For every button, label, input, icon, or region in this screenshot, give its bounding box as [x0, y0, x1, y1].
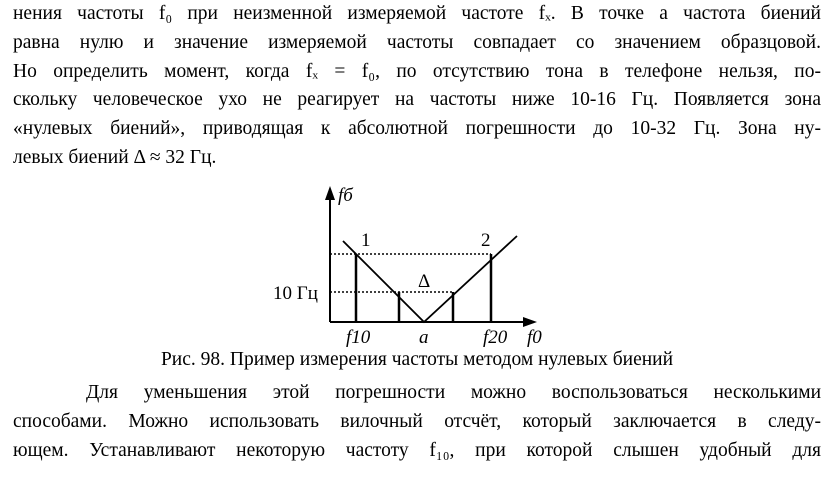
paragraph-2	[13, 379, 821, 465]
text-line: левых биений Δ ≈ 32 Гц.	[13, 146, 217, 168]
delta-label: Δ	[418, 271, 431, 292]
y-tick-10hz: 10 Гц	[273, 283, 318, 304]
text-line: способами. Можно использовать вилочный отсчёт, который заключается в следу-	[13, 410, 821, 432]
text-line: равна нулю и значение измеряемой частоты совпадает со значением образцовой.	[13, 31, 821, 53]
text-line: Но определить момент, когда fₓ = f₀, по отсутствию тона в телефоне нельзя, по-	[13, 60, 821, 82]
text-line: скольку человеческое ухо не реагирует на частоты ниже 10-16 Гц. Появляется зона	[13, 89, 821, 111]
y-axis-arrow	[325, 186, 335, 200]
x-tick-a: a	[419, 327, 429, 348]
x-axis-label: f0	[527, 327, 542, 348]
figure-caption: Рис. 98. Пример измерения частоты методом нулевых биений	[160, 349, 674, 370]
point-2-label: 2	[481, 230, 491, 251]
x-tick-f10: f10	[346, 327, 371, 348]
y-axis-label: fб	[338, 185, 353, 206]
x-tick-f20: f20	[483, 327, 508, 348]
text-line: ющем. Устанавливают некоторую частоту f₁₀, при которой слышен удобный для	[13, 439, 821, 461]
text-line: нения частоты f₀ при неизменной измеряемой частоте fₓ. В точке a частота биений	[13, 3, 821, 24]
x-axis-arrow	[523, 317, 537, 327]
text-line: Для уменьшения этой погрешности можно воспользоваться несколькими	[86, 382, 821, 403]
text-line: «нулевых биений», приводящая к абсолютной погрешности до 10-32 Гц. Зона ну-	[13, 118, 821, 140]
point-1-label: 1	[361, 230, 371, 251]
